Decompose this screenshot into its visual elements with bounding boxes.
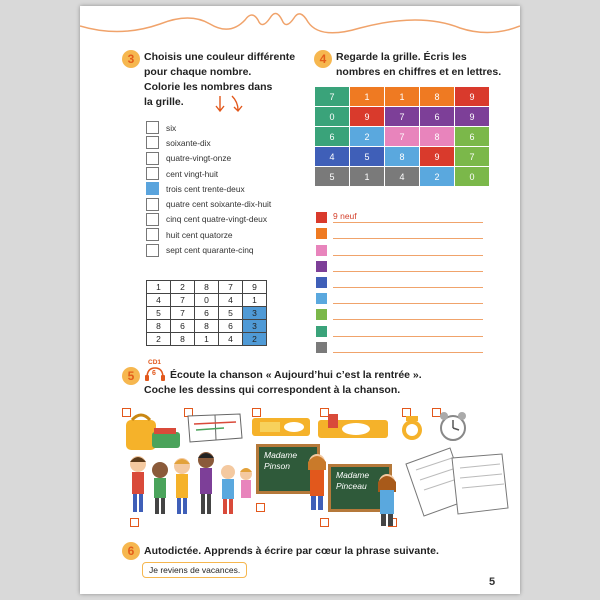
color-swatch (316, 212, 327, 223)
list-item: cinq cent quatre-vingt-deux (146, 212, 271, 227)
write-line[interactable] (333, 227, 483, 239)
digit-grid (146, 280, 267, 346)
write-line[interactable] (333, 260, 483, 272)
answer-line (316, 288, 483, 304)
grid-cell[interactable]: 5 (147, 307, 171, 320)
table-row (147, 281, 267, 294)
answer-line (316, 223, 483, 239)
answer-line (316, 239, 483, 255)
write-line[interactable] (333, 292, 483, 304)
write-line[interactable] (333, 325, 483, 337)
grid-cell[interactable]: 8 (147, 320, 171, 333)
meal-tray-illustration (316, 412, 390, 442)
write-line[interactable] (333, 276, 483, 288)
track-number: 6 (152, 370, 156, 377)
color-swatch (316, 309, 327, 320)
color-swatch (316, 277, 327, 288)
color-checkbox[interactable] (146, 136, 159, 149)
grid-cell: 5 (315, 167, 350, 187)
worksheets-illustration (402, 444, 512, 524)
chalkboard-2: Madame Pinceau (328, 464, 392, 512)
table-row (315, 87, 490, 107)
grid-cell: 2 (420, 167, 455, 187)
color-swatch (316, 293, 327, 304)
list-item: huit cent quatorze (146, 227, 271, 242)
exercise-5-instruction: Écoute la chanson « Aujourd’hui c’est la rentrée ». (170, 369, 422, 381)
decorative-swirl (80, 6, 520, 46)
workbook-page (80, 6, 520, 594)
list-item: sept cent quarante-cinq (146, 242, 271, 257)
grid-cell: 8 (385, 147, 420, 167)
grid-cell[interactable]: 7 (171, 294, 195, 307)
list-item: trois cent trente-deux (146, 181, 271, 196)
colored-grid (314, 86, 490, 187)
grid-cell[interactable]: 6 (171, 320, 195, 333)
number-word-list (146, 120, 271, 258)
answer-line (316, 304, 483, 320)
answer-line (316, 337, 483, 353)
write-line[interactable] (333, 244, 483, 256)
grid-cell[interactable]: 2 (243, 333, 267, 346)
grid-cell: 5 (350, 147, 385, 167)
table-row (147, 294, 267, 307)
grid-cell: 7 (385, 127, 420, 147)
grid-cell: 8 (420, 127, 455, 147)
color-checkbox[interactable] (146, 228, 159, 241)
table-row (315, 147, 490, 167)
exercise-4-number: 4 (314, 50, 332, 68)
list-item: quatre cent soixante-dix-huit (146, 196, 271, 211)
grid-cell: 0 (455, 167, 490, 187)
grid-cell: 2 (350, 127, 385, 147)
cd-label: CD1 (148, 359, 162, 366)
grid-cell: 8 (420, 87, 455, 107)
table-row (147, 320, 267, 333)
color-swatch (316, 245, 327, 256)
list-item: quatre-vingt-onze (146, 151, 271, 166)
grid-cell[interactable]: 5 (219, 307, 243, 320)
grid-cell: 6 (315, 127, 350, 147)
exercise-4-instruction: Regarde la grille. Écris les nombres en chiffres et en lettres. (336, 51, 502, 78)
grid-cell: 7 (315, 87, 350, 107)
grid-cell: 4 (385, 167, 420, 187)
color-checkbox[interactable] (146, 121, 159, 134)
grid-cell[interactable]: 9 (243, 281, 267, 294)
write-line[interactable] (333, 341, 483, 353)
write-line[interactable]: 9 neuf (333, 211, 483, 223)
color-swatch (316, 261, 327, 272)
grid-cell[interactable]: 1 (243, 294, 267, 307)
teacher-2-illustration (372, 472, 402, 528)
list-item: six (146, 120, 271, 135)
list-item: soixante-dix (146, 135, 271, 150)
grid-cell: 9 (350, 107, 385, 127)
grid-cell[interactable]: 7 (171, 307, 195, 320)
color-checkbox[interactable] (146, 244, 159, 257)
grid-cell: 7 (455, 147, 490, 167)
grid-cell[interactable]: 3 (243, 307, 267, 320)
picture-checkbox[interactable] (256, 503, 265, 512)
color-swatch (316, 342, 327, 353)
color-swatch (316, 228, 327, 239)
dictation-sentence: Je reviens de vacances. (142, 562, 247, 578)
grid-cell[interactable]: 0 (195, 294, 219, 307)
grid-cell[interactable]: 3 (243, 320, 267, 333)
grid-cell: 1 (350, 87, 385, 107)
table-row (315, 107, 490, 127)
color-checkbox[interactable] (146, 198, 159, 211)
table-row (147, 333, 267, 346)
grid-cell[interactable]: 8 (195, 281, 219, 294)
alarm-clock-illustration (398, 414, 426, 444)
picture-checkbox[interactable] (320, 518, 329, 527)
grid-cell[interactable]: 2 (147, 333, 171, 346)
grid-cell[interactable]: 8 (195, 320, 219, 333)
grid-cell[interactable]: 6 (195, 307, 219, 320)
answer-line (316, 320, 483, 336)
children-group-illustration (124, 450, 254, 522)
grid-cell: 9 (455, 87, 490, 107)
answer-lines (316, 207, 483, 353)
color-checkbox[interactable] (146, 167, 159, 180)
color-checkbox[interactable] (146, 213, 159, 226)
table-row (147, 307, 267, 320)
clock-illustration (436, 410, 470, 444)
grid-cell: 0 (315, 107, 350, 127)
grid-cell[interactable]: 1 (147, 281, 171, 294)
exercise-6-instruction: Autodictée. Apprends à écrire par cœur la phrase suivante. (144, 545, 439, 557)
grid-cell: 6 (420, 107, 455, 127)
grid-cell: 7 (385, 107, 420, 127)
answer-line (316, 207, 483, 223)
grid-cell[interactable]: 2 (171, 281, 195, 294)
grid-cell[interactable]: 7 (219, 281, 243, 294)
color-checkbox[interactable] (146, 152, 159, 165)
exercise-5-instruction-2: Coche les dessins qui correspondent à la chanson. (144, 384, 401, 396)
notebook-illustration (184, 412, 246, 444)
table-row (315, 127, 490, 147)
grid-cell: 9 (455, 107, 490, 127)
page-number: 5 (489, 576, 496, 588)
grid-cell: 1 (385, 87, 420, 107)
write-line[interactable] (333, 308, 483, 320)
grid-cell[interactable]: 6 (219, 320, 243, 333)
grid-cell[interactable]: 8 (171, 333, 195, 346)
grid-cell: 1 (350, 167, 385, 187)
chalkboard-1: Madame Pinson (256, 444, 320, 494)
grid-cell: 6 (455, 127, 490, 147)
lunch-tray-illustration (250, 412, 312, 440)
grid-cell[interactable]: 4 (147, 294, 171, 307)
exercise-3-number: 3 (122, 50, 140, 68)
list-item: cent vingt-huit (146, 166, 271, 181)
grid-cell[interactable]: 1 (195, 333, 219, 346)
arrow-icons (212, 94, 248, 114)
answer-line (316, 272, 483, 288)
color-checkbox[interactable] (146, 182, 159, 195)
grid-cell[interactable]: 4 (219, 294, 243, 307)
exercise-3-instruction: Choisis une couleur différente pour chaque nombre. Colorie les nombres dans la grille. (144, 51, 296, 108)
color-swatch (316, 326, 327, 337)
grid-cell[interactable]: 4 (219, 333, 243, 346)
table-row (315, 167, 490, 187)
grid-cell: 9 (420, 147, 455, 167)
exercise-6-number: 6 (122, 542, 140, 560)
school-bag-illustration (124, 410, 184, 454)
grid-cell: 4 (315, 147, 350, 167)
answer-line (316, 256, 483, 272)
exercise-5-number: 5 (122, 367, 140, 385)
